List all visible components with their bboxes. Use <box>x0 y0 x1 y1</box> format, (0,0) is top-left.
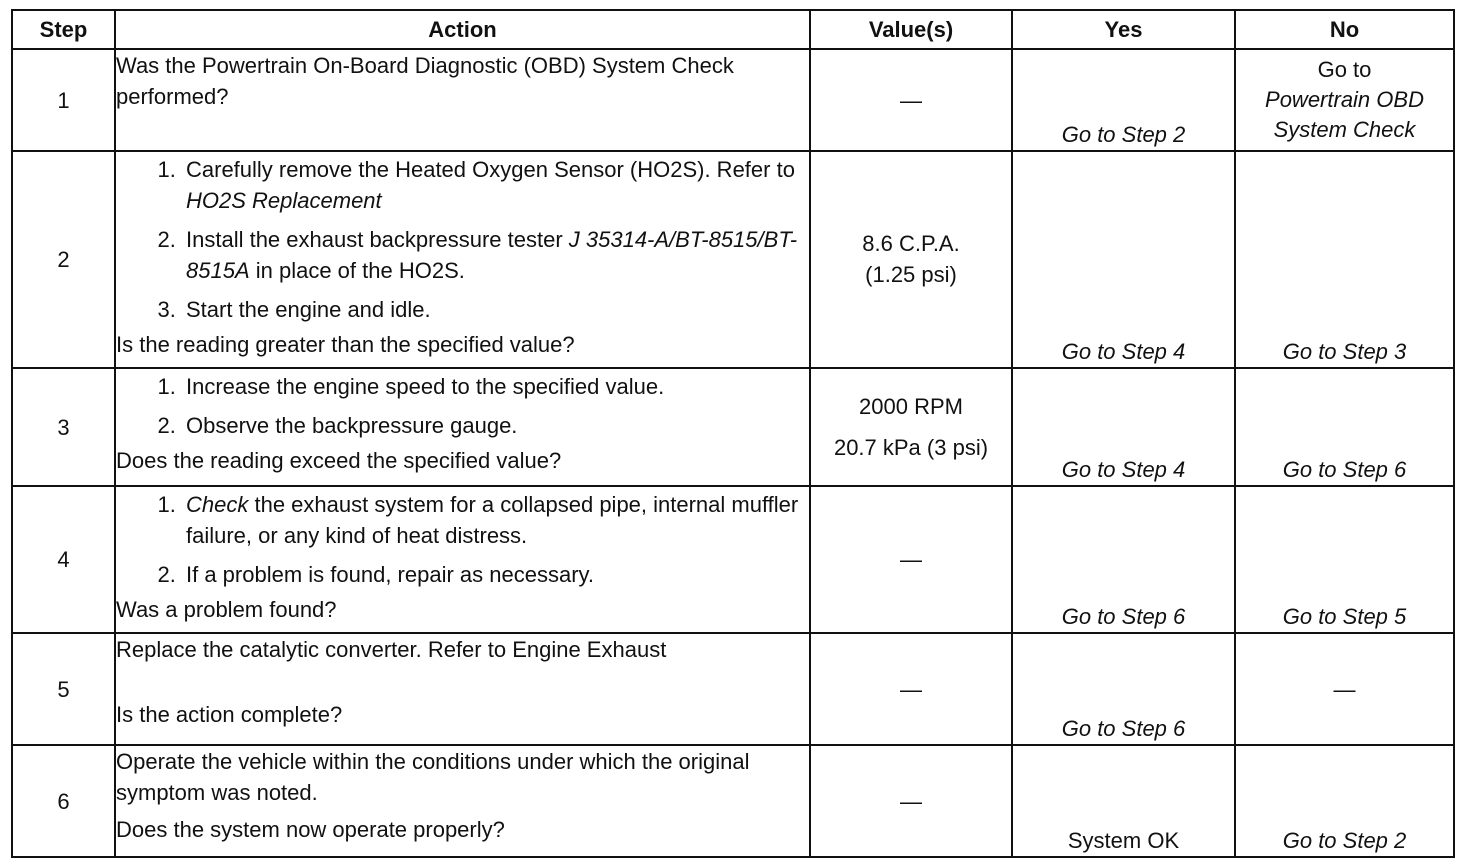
action-cell <box>115 745 810 857</box>
table-row <box>12 633 1454 745</box>
yes-cell: Go to Step 6 <box>1012 633 1235 745</box>
value-dash: — <box>900 547 922 572</box>
step-number: 2 <box>12 151 115 368</box>
no-cell <box>1235 49 1454 151</box>
ho2s-replacement-link[interactable]: HO2S Replacement <box>186 188 382 213</box>
action-text: Was the Powertrain On-Board Diagnostic (OBD) System Check performed? <box>116 53 734 109</box>
value-cell <box>810 633 1012 745</box>
action-cell <box>115 49 810 151</box>
no-cell: Go to Step 3 <box>1235 151 1454 368</box>
value-dash: — <box>900 788 922 814</box>
table-row <box>12 486 1454 633</box>
action-question: Is the reading greater than the specified value? <box>116 332 575 357</box>
step-number: 3 <box>12 368 115 486</box>
value-line: 20.7 kPa (3 psi) <box>833 435 989 460</box>
table-row <box>12 49 1454 151</box>
header-step: Step <box>12 10 115 49</box>
action-step-item: 2. Install the exhaust backpressure tester J 35314-A/BT-8515/BT-8515A in place of the HO2S. <box>182 224 809 286</box>
action-steps <box>116 489 809 590</box>
step-number: 4 <box>12 486 115 633</box>
header-action: Action <box>115 10 810 49</box>
no-cell: Go to Step 2 <box>1235 745 1454 857</box>
table-row <box>12 368 1454 486</box>
no-reference-link[interactable]: Powertrain OBD System Check <box>1265 87 1424 142</box>
action-steps <box>116 154 809 325</box>
table-row <box>12 151 1454 368</box>
value-cell <box>810 151 1012 368</box>
step-number: 1 <box>12 49 115 151</box>
action-step-item: 3. Start the engine and idle. <box>182 294 809 325</box>
yes-cell: Go to Step 2 <box>1012 49 1235 151</box>
yes-cell: System OK <box>1012 745 1235 857</box>
action-step-item: 1. Check the exhaust system for a collapsed pipe, internal muffler failure, or any kind of heat distress. <box>182 489 809 551</box>
step-number: 5 <box>12 633 115 745</box>
action-text: Operate the vehicle within the conditions under which the original symptom was noted. <box>116 749 750 805</box>
action-steps <box>116 371 809 441</box>
value-line: 2000 RPM <box>859 394 963 419</box>
action-question: Does the reading exceed the specified value? <box>116 448 562 473</box>
step-number: 6 <box>12 745 115 857</box>
no-cell: Go to Step 5 <box>1235 486 1454 633</box>
action-cell <box>115 151 810 368</box>
no-cell: Go to Step 6 <box>1235 368 1454 486</box>
value-dash: — <box>900 676 922 702</box>
table-row <box>12 745 1454 857</box>
value-line: 8.6 C.P.A. <box>862 231 960 256</box>
value-cell <box>810 486 1012 633</box>
action-cell <box>115 368 810 486</box>
action-step-item: 2. If a problem is found, repair as necessary. <box>182 559 809 590</box>
action-step-item: 1. Increase the engine speed to the specified value. <box>182 371 809 402</box>
action-question: Is the action complete? <box>116 702 343 727</box>
action-step-item: 1. Carefully remove the Heated Oxygen Sensor (HO2S). Refer to HO2S Replacement <box>182 154 809 216</box>
header-values: Value(s) <box>810 10 1012 49</box>
action-cell <box>115 633 810 745</box>
yes-cell: Go to Step 4 <box>1012 368 1235 486</box>
header-yes: Yes <box>1012 10 1235 49</box>
no-cell: — <box>1235 633 1454 745</box>
yes-cell: Go to Step 6 <box>1012 486 1235 633</box>
header-no: No <box>1235 10 1454 49</box>
action-question: Was a problem found? <box>116 597 337 622</box>
tester-tool-ref: J 35314-A/BT-8515/BT-8515A <box>186 227 798 283</box>
header-row <box>12 10 1454 49</box>
action-cell <box>115 486 810 633</box>
value-cell <box>810 368 1012 486</box>
diagnostic-table <box>11 9 1455 858</box>
value-line: (1.25 psi) <box>865 262 957 287</box>
value-cell <box>810 49 1012 151</box>
value-dash: — <box>900 87 922 113</box>
value-cell <box>810 745 1012 857</box>
no-goto-label: Go to <box>1317 57 1372 82</box>
action-text: Replace the catalytic converter. Refer to Engine Exhaust <box>116 637 667 662</box>
action-step-item: 2. Observe the backpressure gauge. <box>182 410 809 441</box>
yes-cell: Go to Step 4 <box>1012 151 1235 368</box>
action-question: Does the system now operate properly? <box>116 817 505 842</box>
